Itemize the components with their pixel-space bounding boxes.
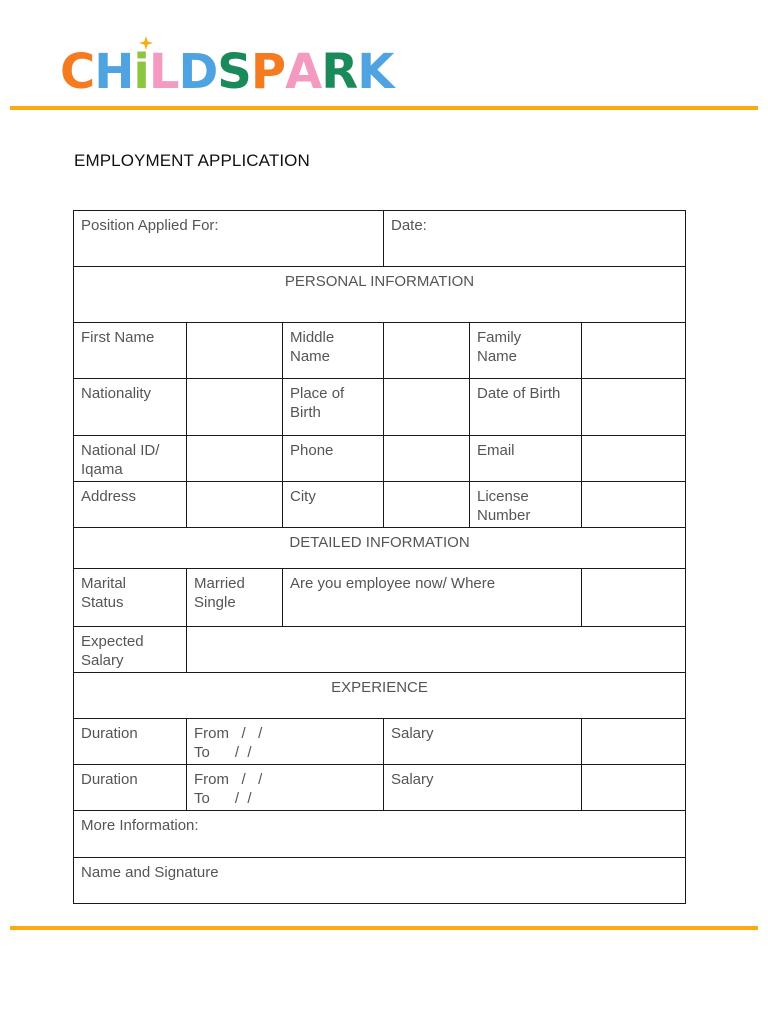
expected-salary-label: Expected Salary	[74, 627, 187, 673]
logo-letter-h: H	[94, 44, 134, 100]
document-title: EMPLOYMENT APPLICATION	[74, 151, 310, 170]
more-information-field[interactable]: More Information:	[74, 811, 686, 858]
first-name-input[interactable]	[187, 323, 283, 379]
middle-name-label: Middle Name	[283, 323, 384, 379]
logo-letter-a: A	[285, 44, 322, 100]
experience-row	[74, 765, 686, 811]
logo-letter-i: i	[133, 44, 149, 100]
position-applied-field[interactable]	[74, 211, 384, 267]
phone-label: Phone	[283, 436, 384, 482]
nationality-input[interactable]	[187, 379, 283, 436]
date-of-birth-label: Date of Birth	[470, 379, 582, 436]
logo-letter-d: D	[178, 44, 218, 100]
duration-label: Duration	[74, 765, 187, 811]
expected-salary-input[interactable]	[187, 627, 686, 673]
city-label: City	[283, 482, 384, 528]
spark-star-icon	[139, 36, 153, 52]
name-and-signature-field[interactable]: Name and Signature	[74, 858, 686, 904]
email-label: Email	[470, 436, 582, 482]
logo-letter-k: K	[357, 44, 394, 100]
nationality-label: Nationality	[74, 379, 187, 436]
national-id-input[interactable]	[187, 436, 283, 482]
address-input[interactable]	[187, 482, 283, 528]
family-name-input[interactable]	[582, 323, 686, 379]
logo-letter-l: L	[148, 44, 179, 100]
employee-now-input[interactable]	[582, 569, 686, 627]
date-label: Date:	[391, 217, 427, 234]
single-option[interactable]: Single	[194, 593, 236, 611]
position-applied-label: Position Applied For:	[81, 217, 219, 234]
address-label: Address	[74, 482, 187, 528]
family-name-label: Family Name	[470, 323, 582, 379]
logo-letter-p: P	[250, 44, 286, 100]
marital-status-options[interactable]	[187, 569, 283, 627]
married-option[interactable]: Married	[194, 575, 245, 592]
middle-name-input[interactable]	[384, 323, 470, 379]
logo-letter-c: C	[60, 44, 95, 100]
experience-row	[74, 719, 686, 765]
logo-letter-s: S	[217, 44, 251, 100]
place-of-birth-input[interactable]	[384, 379, 470, 436]
duration-dates-input[interactable]: From / / To / /	[187, 765, 384, 811]
personal-information-header: PERSONAL INFORMATION	[74, 267, 686, 323]
place-of-birth-label: Place of Birth	[283, 379, 384, 436]
employment-application-form	[73, 210, 686, 904]
date-field[interactable]	[384, 211, 686, 267]
duration-label: Duration	[74, 719, 187, 765]
city-input[interactable]	[384, 482, 470, 528]
license-number-input[interactable]	[582, 482, 686, 528]
header-row	[74, 211, 686, 267]
marital-status-label: Marital Status	[74, 569, 187, 627]
salary-label: Salary	[384, 719, 582, 765]
salary-label: Salary	[384, 765, 582, 811]
phone-input[interactable]	[384, 436, 470, 482]
employee-now-label: Are you employee now/ Where	[283, 569, 582, 627]
first-name-label: First Name	[74, 323, 187, 379]
detailed-information-header: DETAILED INFORMATION	[74, 528, 686, 569]
bottom-divider	[10, 926, 758, 930]
logo-letter-r: R	[321, 44, 358, 100]
top-divider	[10, 106, 758, 110]
salary-input[interactable]	[582, 719, 686, 765]
childspark-logo	[60, 38, 393, 98]
national-id-label: National ID/ Iqama	[74, 436, 187, 482]
experience-header: EXPERIENCE	[74, 673, 686, 719]
date-of-birth-input[interactable]	[582, 379, 686, 436]
email-input[interactable]	[582, 436, 686, 482]
salary-input[interactable]	[582, 765, 686, 811]
duration-dates-input[interactable]: From / / To / /	[187, 719, 384, 765]
license-number-label: License Number	[470, 482, 582, 528]
